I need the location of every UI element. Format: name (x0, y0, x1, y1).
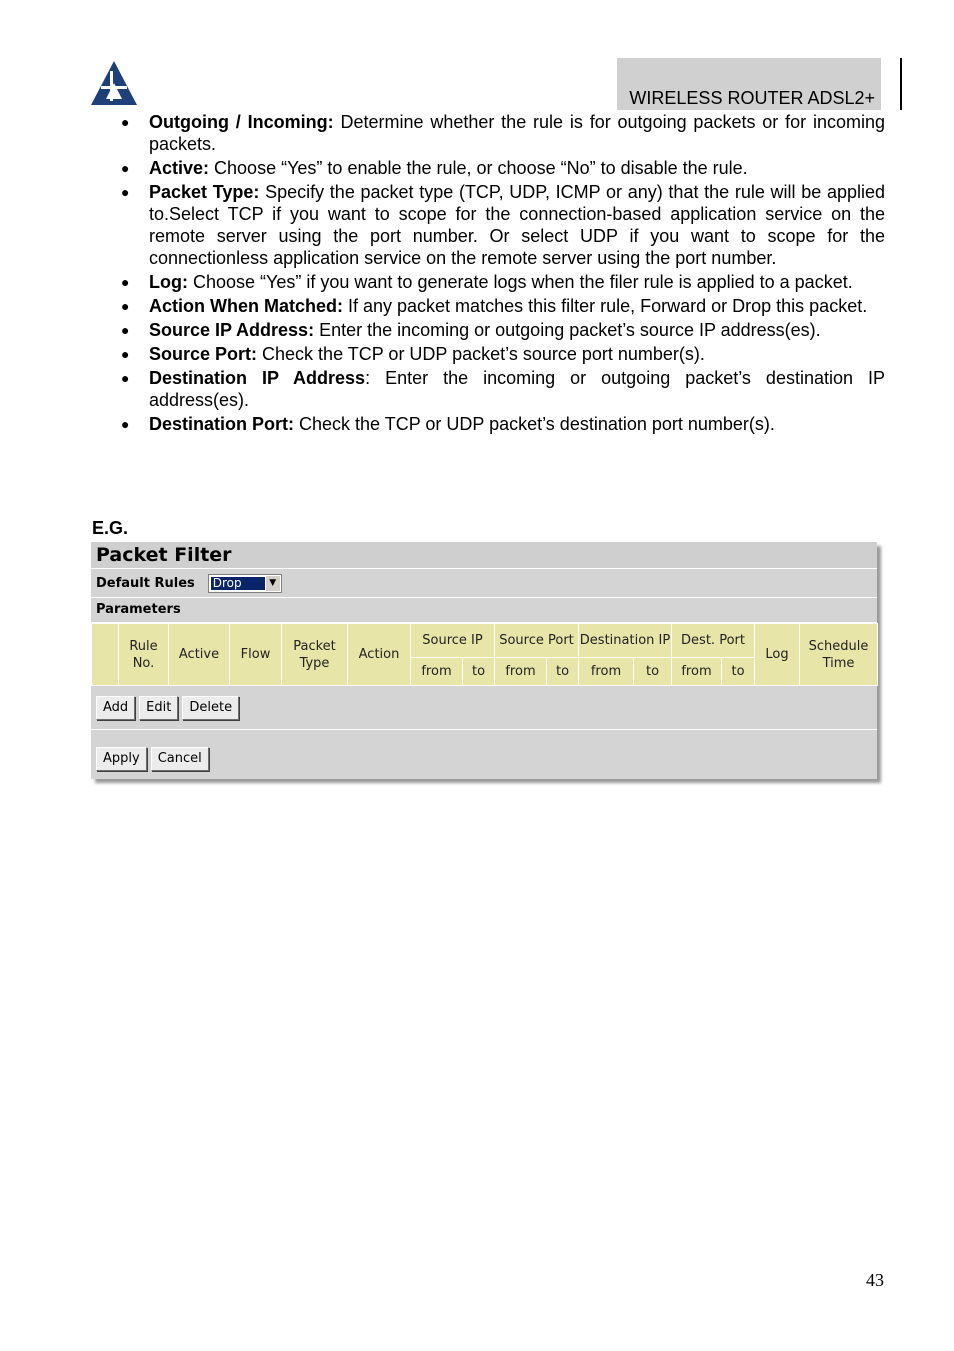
col-schedule-time: Schedule Time (800, 624, 878, 686)
col-packet-type: Packet Type (282, 624, 348, 686)
col-destination-ip-from: from (579, 658, 634, 686)
apply-button[interactable]: Apply (96, 747, 147, 771)
default-rules-label: Default Rules (96, 575, 195, 591)
col-source-port-to: to (547, 658, 579, 686)
bullet-log: ● Log: Choose “Yes” if you want to generate logs when the filer rule is applied to a packet. (121, 272, 853, 292)
col-dest-port-to: to (722, 658, 755, 686)
bullet-outgoing-incoming: ● Outgoing / Incoming: Determine whether the rule is for outgoing packets or for incoming packets. (121, 112, 885, 154)
parameters-label: Parameters (91, 598, 877, 623)
col-source-ip-to: to (463, 658, 495, 686)
example-label: E.G. (92, 518, 129, 538)
default-rules-value: Drop (211, 577, 265, 590)
rules-table (91, 623, 878, 686)
col-source-ip-from: from (411, 658, 463, 686)
packet-filter-panel (91, 542, 877, 779)
header-divider (900, 58, 902, 110)
form-actions-row (91, 730, 877, 780)
col-action: Action (348, 624, 411, 686)
bullet-destination-port: ● Destination Port: Check the TCP or UDP packet’s destination port number(s). (121, 414, 775, 434)
header-title: WIRELESS ROUTER ADSL2+ (629, 88, 875, 108)
col-source-port-from: from (495, 658, 547, 686)
col-source-port: Source Port (495, 624, 579, 658)
col-flow: Flow (230, 624, 282, 686)
bullet-action-when-matched: ● Action When Matched: If any packet matches this filter rule, Forward or Drop this packet. (121, 296, 868, 316)
add-button[interactable]: Add (96, 696, 135, 720)
rule-actions-row (91, 686, 877, 730)
default-rules-row (91, 569, 877, 598)
col-dest-port: Dest. Port (672, 624, 755, 658)
col-destination-ip-to: to (634, 658, 672, 686)
edit-button[interactable]: Edit (139, 696, 178, 720)
col-source-ip: Source IP (411, 624, 495, 658)
delete-button[interactable]: Delete (182, 696, 239, 720)
default-rules-select[interactable] (208, 574, 282, 593)
col-rule-no: Rule No. (119, 624, 169, 686)
col-active: Active (169, 624, 230, 686)
bullet-active: ● Active: Choose “Yes” to enable the rule, or choose “No” to disable the rule. (121, 158, 748, 178)
bullet-source-ip: ● Source IP Address: Enter the incoming or outgoing packet’s source IP address(es). (121, 320, 821, 340)
col-destination-ip: Destination IP (579, 624, 672, 658)
col-dest-port-from: from (672, 658, 722, 686)
page-number: 43 (866, 1270, 884, 1290)
select-column (92, 624, 119, 686)
company-logo (91, 59, 137, 105)
bullet-destination-ip: ● Destination IP Address: Enter the incoming or outgoing packet’s destination IP address(es). (121, 368, 885, 410)
cancel-button[interactable]: Cancel (151, 747, 209, 771)
header-band (617, 58, 881, 110)
panel-title: Packet Filter (91, 542, 877, 569)
field-descriptions (118, 111, 885, 437)
col-log: Log (755, 624, 800, 686)
bullet-source-port: ● Source Port: Check the TCP or UDP packet’s source port number(s). (121, 344, 705, 364)
bullet-packet-type: ● Packet Type: Specify the packet type (TCP, UDP, ICMP or any) that the rule will be applied to.Select TCP if you want to scope for the connection-based application service on the remote server using the port number. Or select UDP if you want to scope for the connectionless application service on the remote server using the port number. (121, 182, 885, 268)
chevron-down-icon[interactable]: ▼ (265, 576, 280, 591)
